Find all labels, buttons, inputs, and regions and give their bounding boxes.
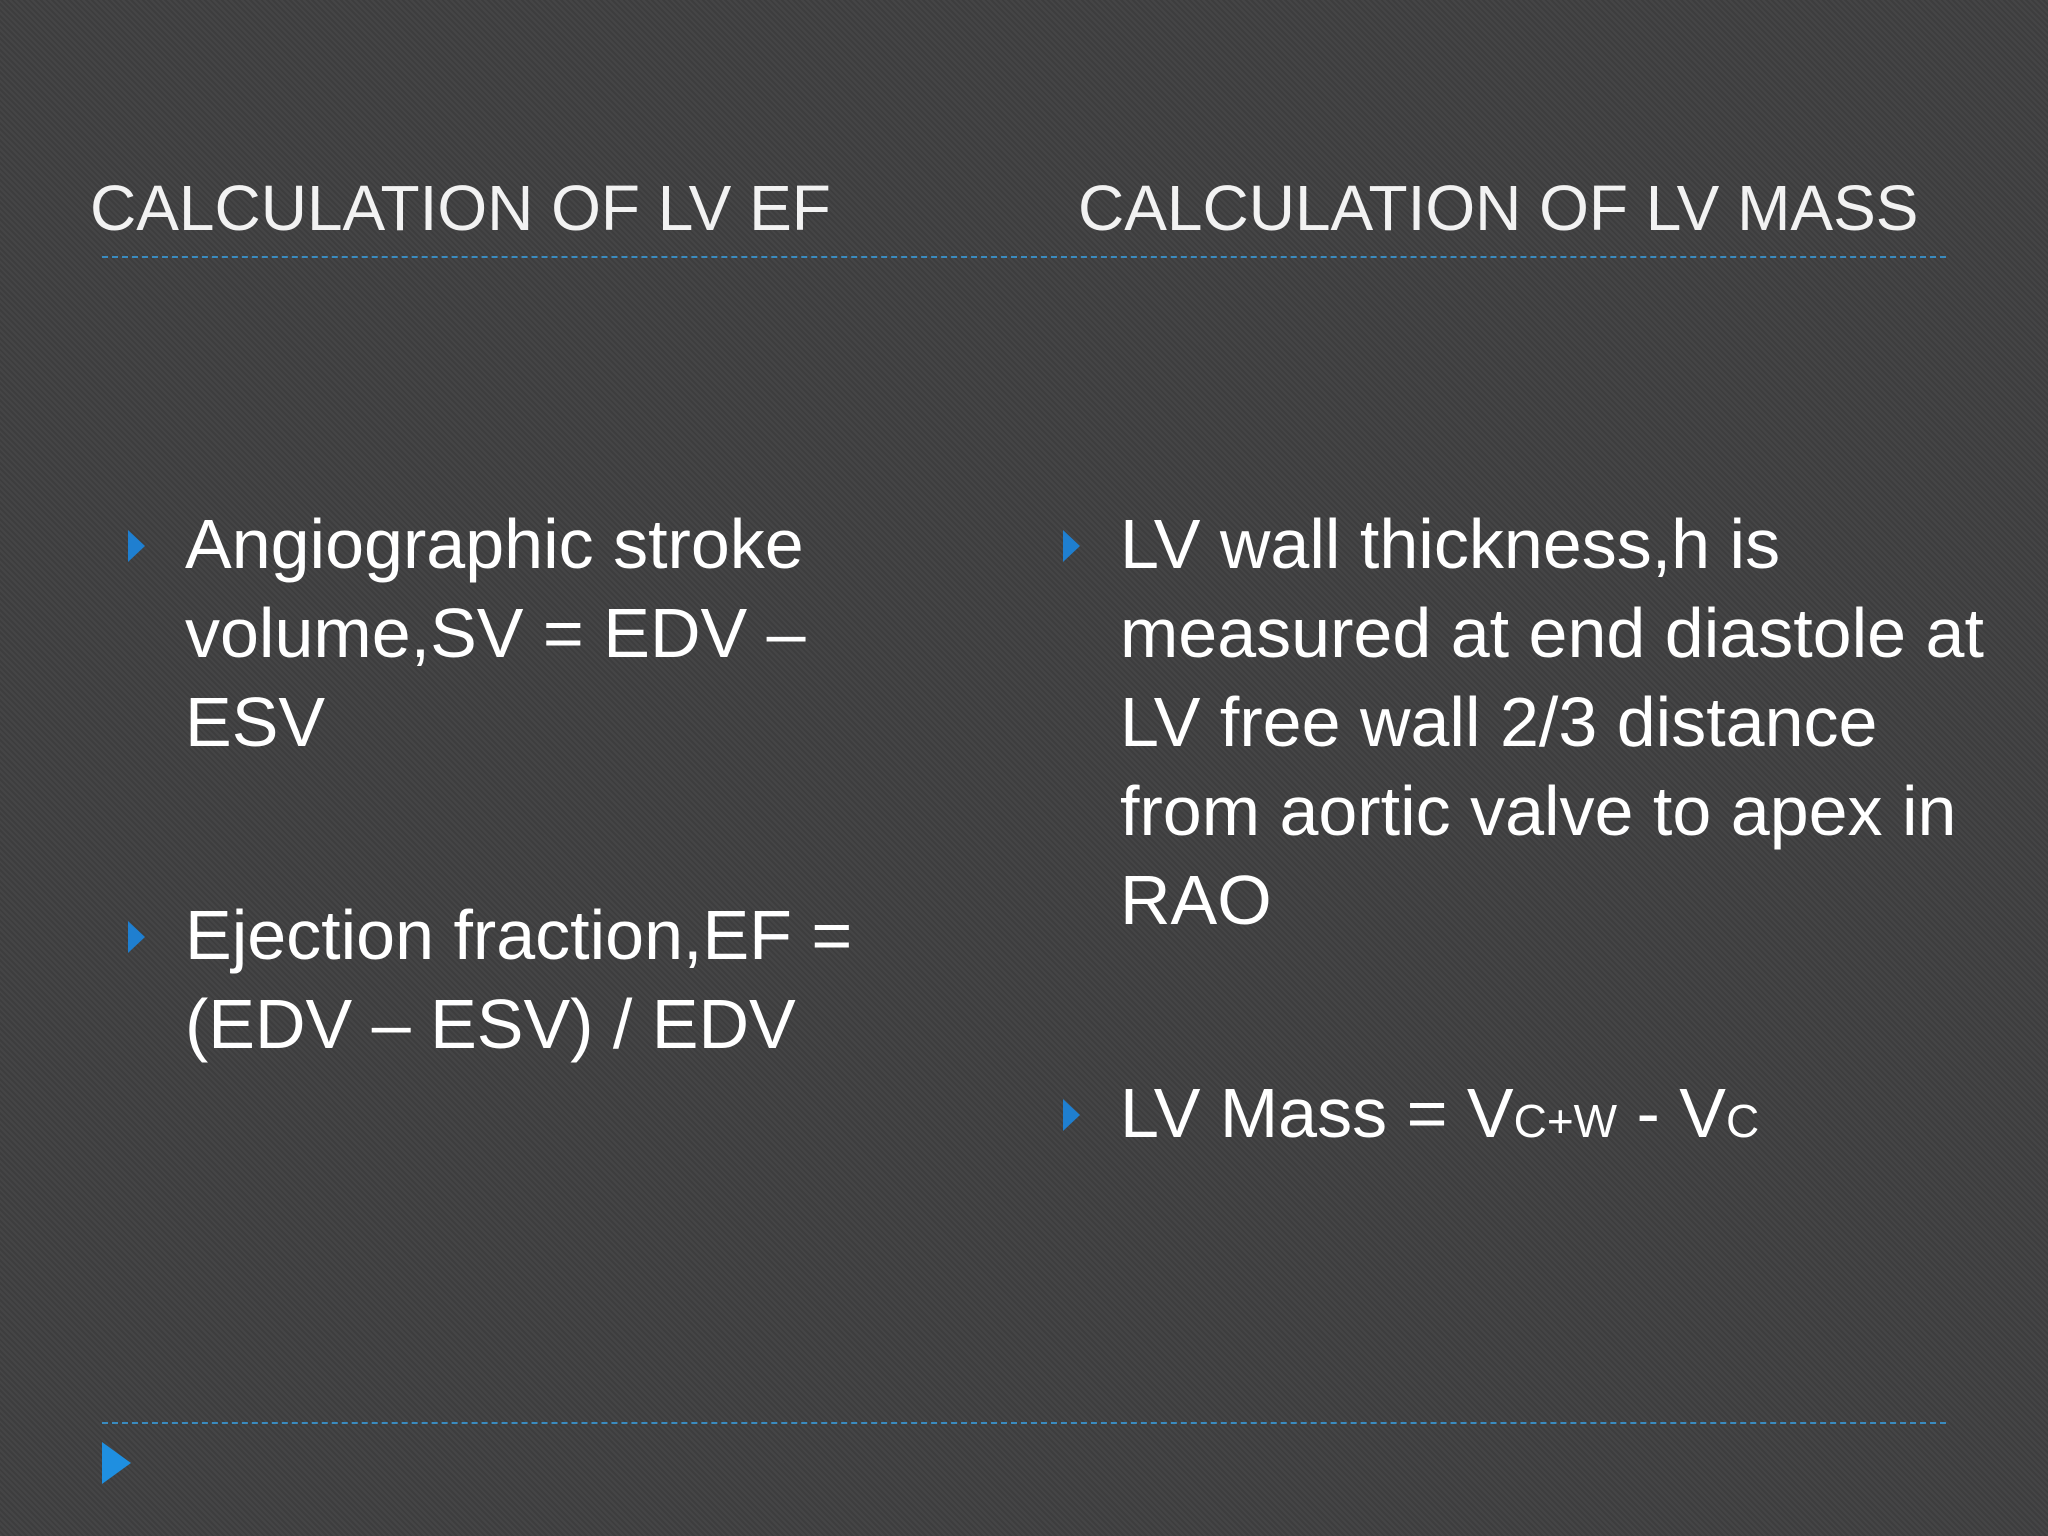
lv-mass-bullet (1055, 1069, 1995, 1166)
triangle-right-icon (102, 1442, 131, 1484)
triangle-right-icon (128, 921, 145, 953)
bottom-dashed-divider (102, 1422, 1946, 1424)
wall-thickness-bullet (1055, 500, 1995, 945)
stroke-volume-bullet (120, 500, 920, 767)
triangle-right-icon (1063, 1099, 1080, 1131)
triangle-right-icon (1063, 530, 1080, 562)
left-column (120, 500, 920, 1069)
ejection-fraction-bullet (120, 891, 920, 1069)
left-column-heading: CALCULATION OF LV EF (90, 172, 831, 244)
right-column-heading: CALCULATION OF LV MASS (1078, 172, 1919, 244)
lv-mass-subscript-cw: C+W (1513, 1095, 1618, 1147)
lv-mass-subscript-c: C (1726, 1095, 1760, 1147)
lv-mass-formula (1120, 1074, 1759, 1152)
triangle-right-icon (128, 530, 145, 562)
lv-mass-formula-middle: - V (1617, 1074, 1726, 1152)
stroke-volume-text: Angiographic stroke volume,SV = EDV – ESV (185, 505, 806, 761)
wall-thickness-text: LV wall thickness,h is measured at end diastole at LV free wall 2/3 distance from aortic valve to apex in RAO (1120, 505, 1984, 939)
ejection-fraction-text: Ejection fraction,EF = (EDV – ESV) / EDV (185, 896, 853, 1063)
top-dashed-divider (102, 256, 1946, 258)
right-column (1055, 500, 1995, 1166)
lv-mass-formula-prefix: LV Mass = V (1120, 1074, 1514, 1152)
